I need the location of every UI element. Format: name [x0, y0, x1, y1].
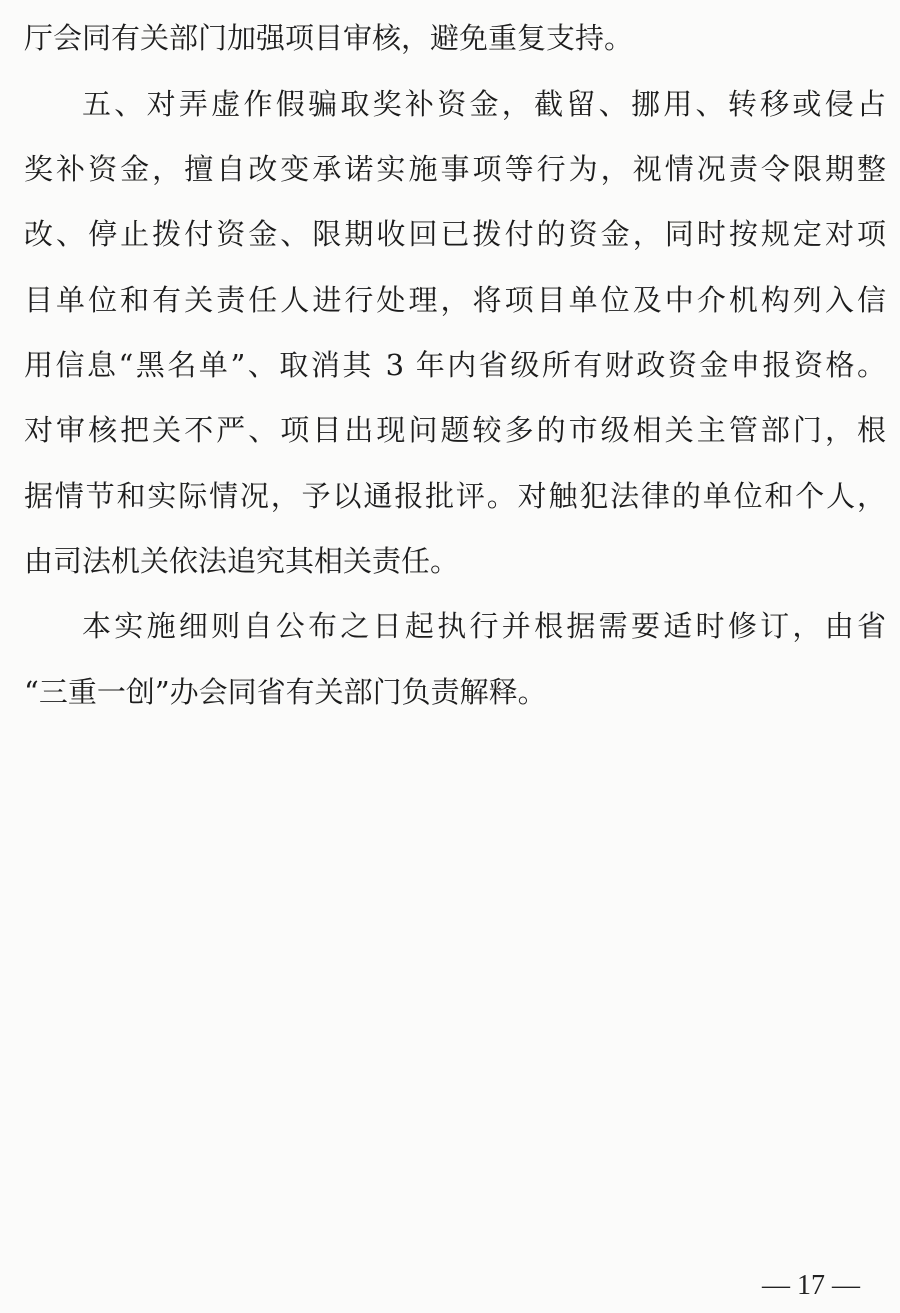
text-line: 据情节和实际情况，予以通报批评。对触犯法律的单位和个人，	[24, 479, 886, 513]
text-line: 对审核把关不严、项目出现问题较多的市级相关主管部门，根	[24, 413, 886, 447]
text-line: 本实施细则自公布之日起执行并根据需要适时修订，由省	[82, 609, 886, 643]
text-line: 用信息“黑名单”、取消其 3 年内省级所有财政资金申报资格。	[24, 348, 886, 382]
text-line: 奖补资金，擅自改变承诺实施事项等行为，视情况责令限期整	[24, 152, 886, 186]
text-line: 由司法机关依法追究其相关责任。	[24, 544, 460, 578]
text-line: 五、对弄虚作假骗取奖补资金，截留、挪用、转移或侵占	[82, 87, 886, 121]
text-line: 厅会同有关部门加强项目审核，避免重复支持。	[24, 21, 634, 55]
text-line: 目单位和有关责任人进行处理，将项目单位及中介机构列入信	[24, 283, 886, 317]
page-number: — 17 —	[762, 1270, 860, 1301]
text-line: 改、停止拨付资金、限期收回已拨付的资金，同时按规定对项	[24, 217, 886, 251]
text-line: “三重一创”办会同省有关部门负责解释。	[24, 675, 547, 709]
